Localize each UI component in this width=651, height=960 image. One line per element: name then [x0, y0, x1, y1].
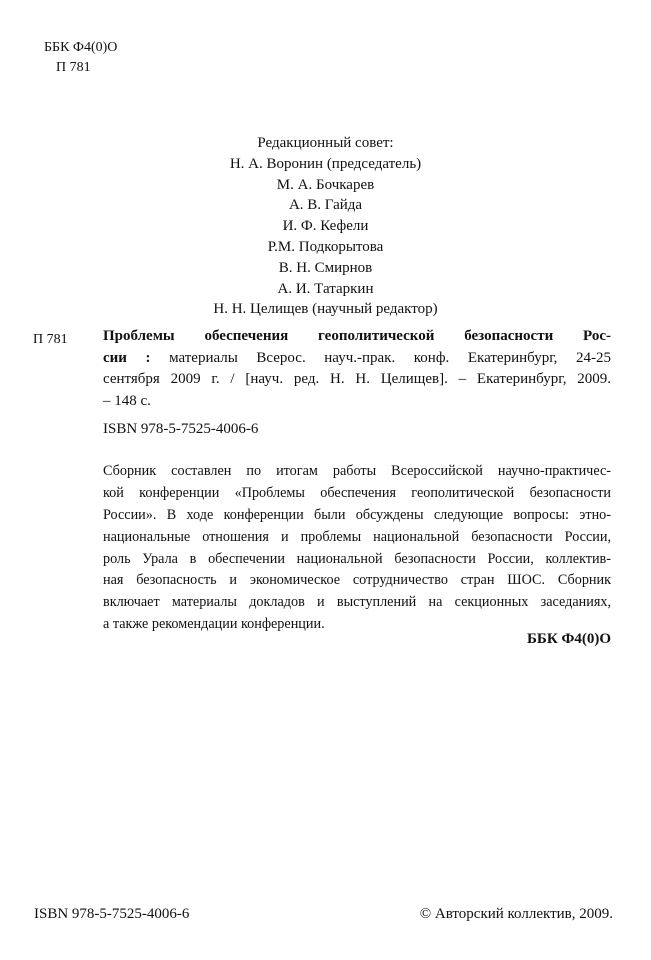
- council-title: Редакционный совет:: [257, 135, 394, 151]
- annotation-line: национальные отношения и проблемы национальной безопасности России,: [103, 528, 611, 545]
- annotation: [103, 461, 611, 636]
- description-text: сентября 2009 г. / [науч. ред. Н. Н. Целищев]. – Екатеринбург, 2009.: [103, 371, 611, 387]
- council-member: В. Н. Смирнов: [278, 259, 373, 276]
- annotation-line: Сборник составлен по итогам работы Всероссийской научно-практичес-: [103, 463, 611, 479]
- annotation-line: кой конференции «Проблемы обеспечения геополитической безопасности: [103, 484, 611, 501]
- book-title-end: сии :: [103, 349, 151, 366]
- top-classification-block: [44, 38, 117, 78]
- council-member: А. И. Татаркин: [277, 280, 374, 297]
- annotation-line: России». В ходе конференции были обсуждены следующие вопросы: этно-: [103, 506, 611, 523]
- book-title: Проблемы обеспечения геополитической безопасности Рос-: [103, 328, 611, 344]
- council-member: М. А. Бочкарев: [276, 176, 375, 193]
- annotation-line: включает материалы докладов и выступлений на секционных заседаниях,: [103, 594, 611, 611]
- annotation-line: а также рекомендации конференции.: [103, 616, 325, 633]
- bbk-code: ББК Ф4(0)О: [44, 40, 118, 55]
- council-member: Р.М. Подкорытова: [267, 238, 384, 255]
- council-member: И. Ф. Кефели: [282, 218, 369, 235]
- council-member: Н. Н. Целищев (научный редактор): [213, 301, 438, 318]
- copyright: © Авторский коллектив, 2009.: [419, 906, 613, 922]
- author-mark: П 781: [56, 60, 91, 75]
- council-member: А. В. Гайда: [288, 197, 363, 214]
- bbk-code-bold: ББК Ф4(0)О: [526, 631, 611, 647]
- editorial-council: [0, 133, 651, 320]
- bibliographic-description: [103, 326, 611, 412]
- annotation-line: ная безопасность и экономическое сотрудничество стран ШОС. Сборник: [103, 572, 611, 589]
- annotation-line: роль Урала в обеспечении национальной безопасности России, коллектив-: [103, 550, 611, 567]
- description-text: материалы Всерос. науч.-прак. конф. Екатеринбург, 24-25: [150, 349, 611, 366]
- entry-author-mark: П 781: [33, 332, 68, 347]
- isbn: ISBN 978-5-7525-4006-6: [103, 421, 259, 437]
- footer-isbn: ISBN 978-5-7525-4006-6: [34, 906, 190, 922]
- council-member: Н. А. Воронин (председатель): [229, 155, 422, 172]
- page-count: – 148 с.: [103, 392, 151, 409]
